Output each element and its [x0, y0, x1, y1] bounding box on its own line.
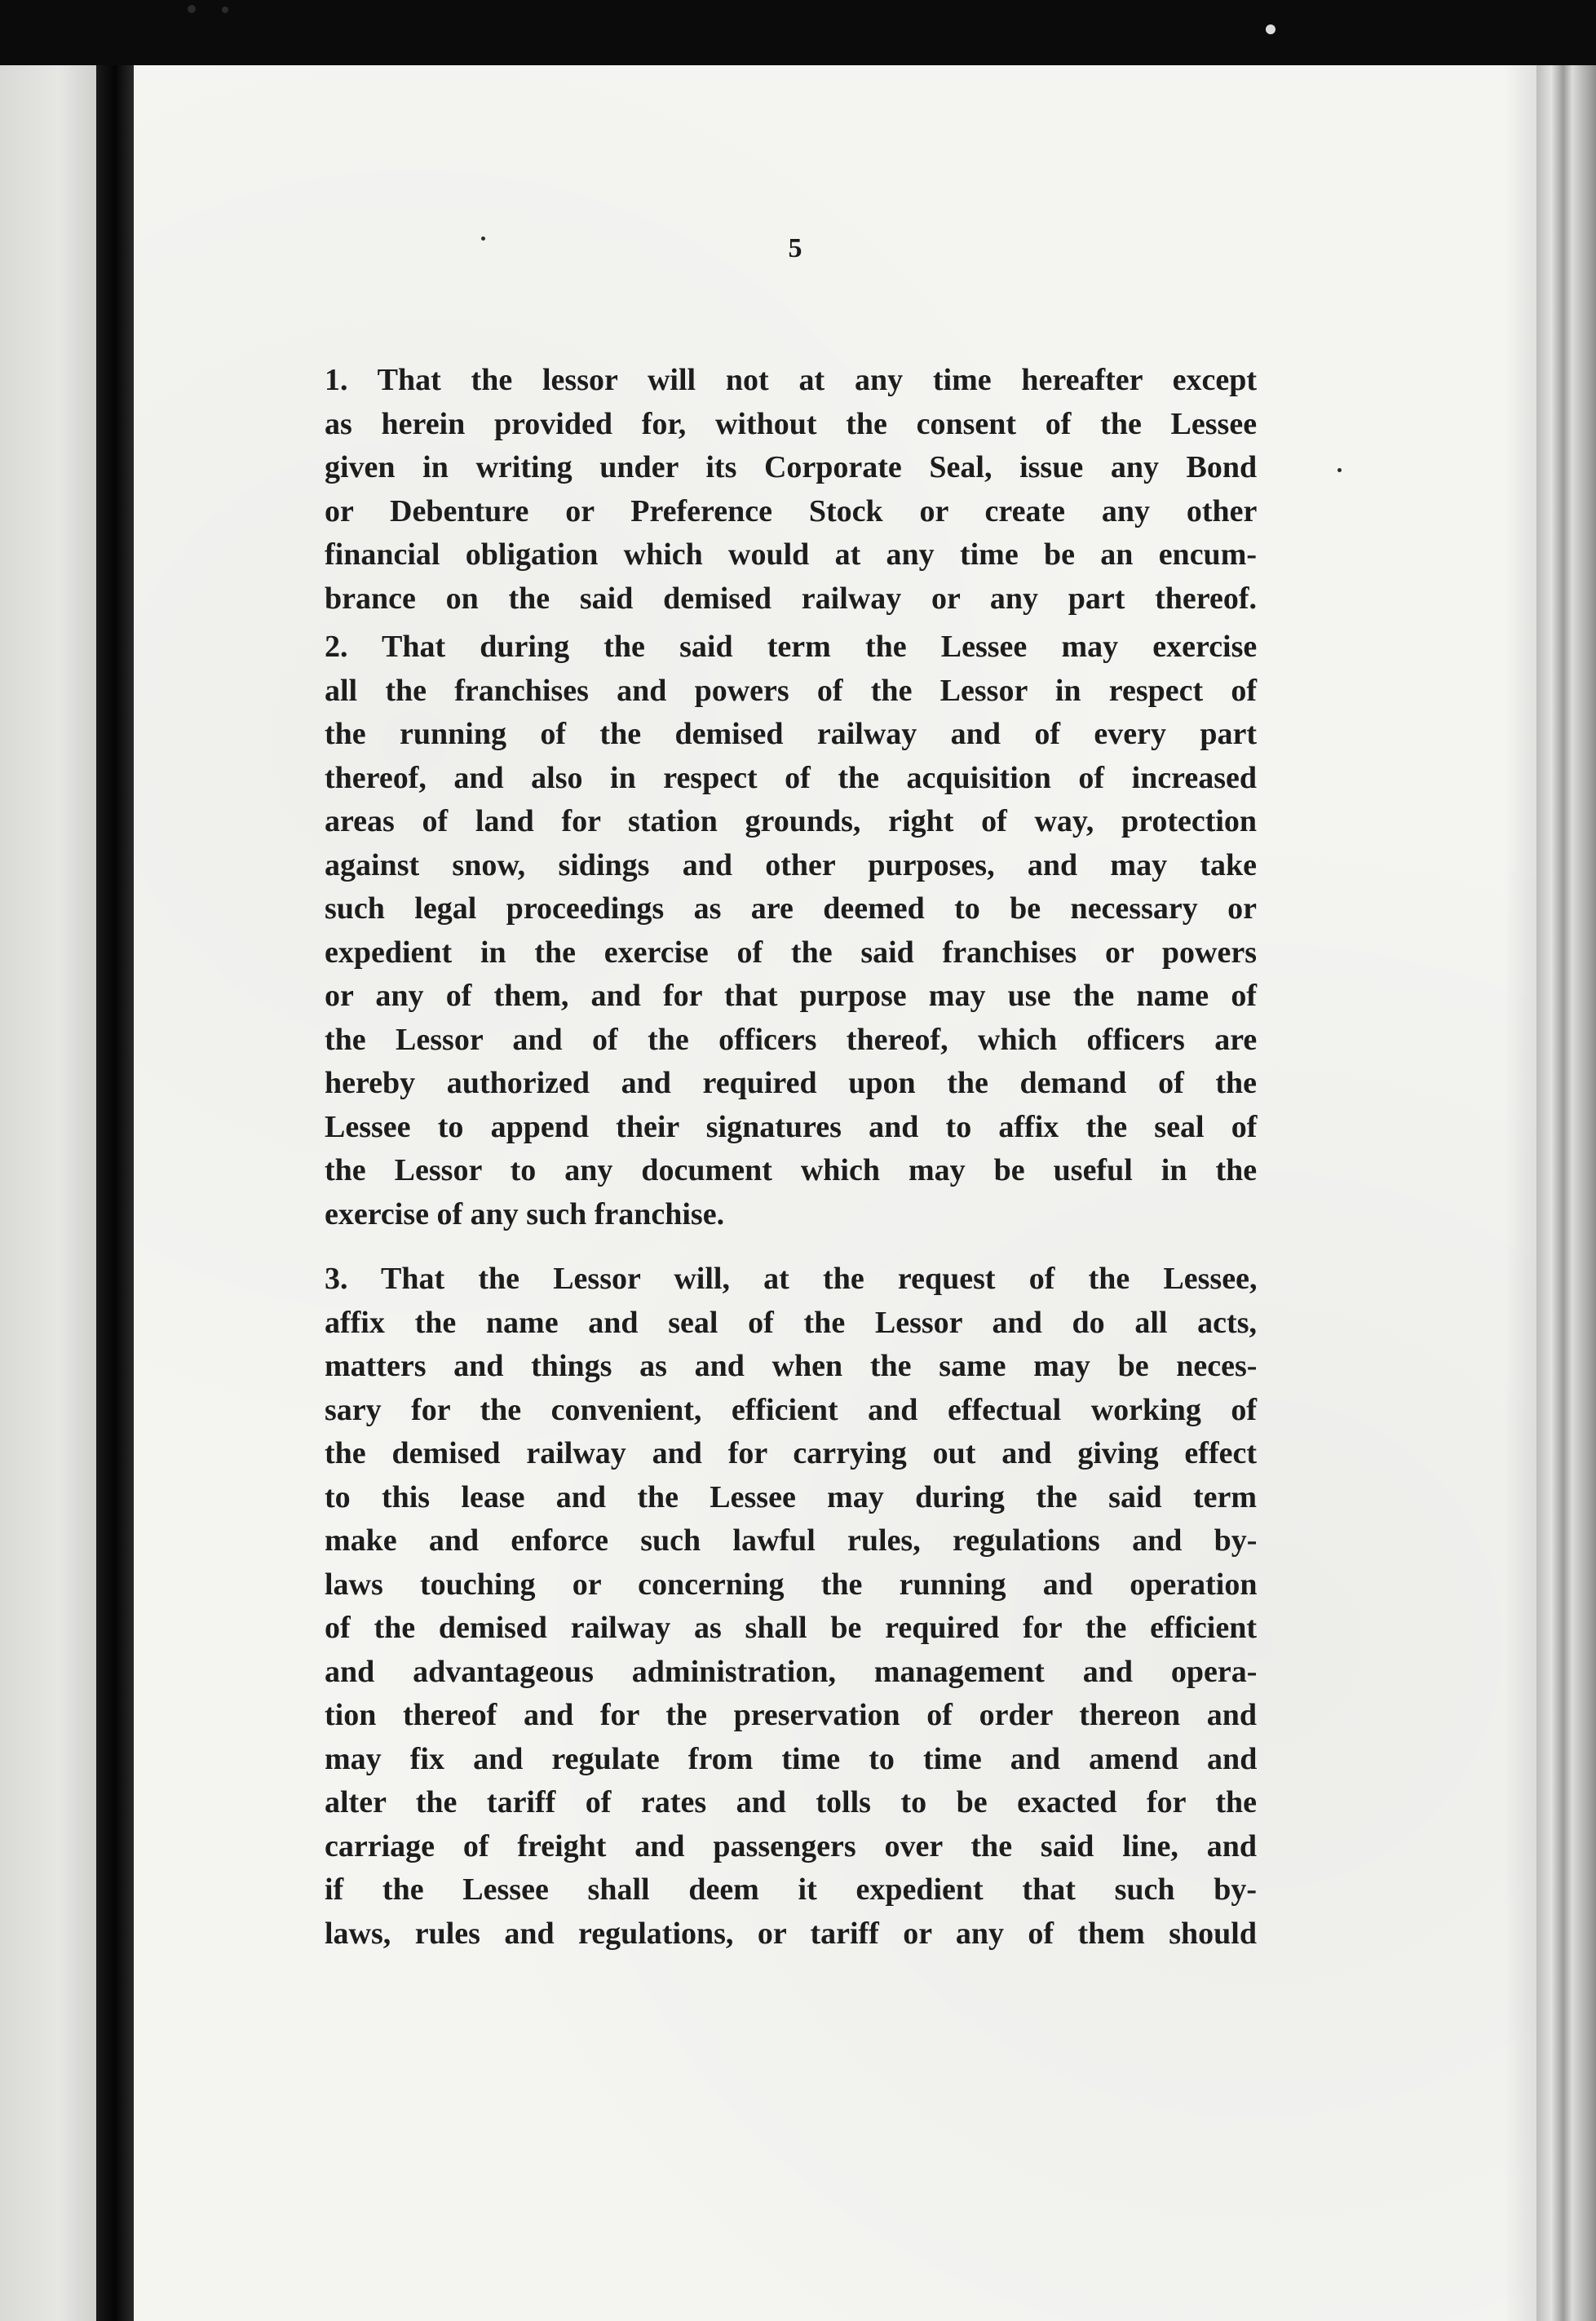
- text-line: the Lessor and of the officers thereof, which officers are: [325, 1022, 1258, 1057]
- text-line: if the Lessee shall deem it expedient that such by-: [325, 1872, 1258, 1907]
- text-line: the demised railway and for carrying out and giving effect: [325, 1436, 1257, 1470]
- text-line: laws, rules and regulations, or tariff or any of them should: [325, 1916, 1257, 1951]
- text-line: as herein provided for, without the consent of the Lessee: [325, 406, 1258, 441]
- text-line: given in writing under its Corporate Seal, issue any Bond: [325, 450, 1258, 484]
- text-line: may fix and regulate from time to time and amend and: [325, 1741, 1258, 1776]
- text-line: make and enforce such lawful rules, regulations and by-: [325, 1523, 1258, 1558]
- scan-speck: [188, 5, 196, 13]
- text-line: Lessee to append their signatures and to affix the seal of: [325, 1109, 1258, 1144]
- text-line: exercise of any such franchise.: [325, 1196, 725, 1231]
- previous-page-edge: [0, 65, 98, 2321]
- text-line: financial obligation which would at any time be an encum-: [325, 537, 1257, 572]
- text-line: 1. That the lessor will not at any time hereafter except: [325, 363, 1257, 397]
- text-line: alter the tariff of rates and tolls to be exacted for the: [325, 1785, 1257, 1819]
- scan-speck: [222, 7, 228, 13]
- page-stack-edge: [1536, 65, 1596, 2321]
- scan-speck: [1337, 468, 1342, 472]
- text-line: laws touching or concerning the running and operation: [325, 1567, 1258, 1602]
- paragraph-2: [325, 626, 1257, 1236]
- text-line: thereof, and also in respect of the acquisition of increased: [325, 760, 1257, 795]
- text-line: expedient in the exercise of the said franchises or powers: [325, 935, 1257, 970]
- text-line: to this lease and the Lessee may during the said term: [325, 1479, 1257, 1514]
- text-line: matters and things as and when the same may be neces-: [325, 1349, 1258, 1383]
- scan-speck: [1266, 24, 1275, 34]
- text-line: sary for the convenient, efficient and effectual working of: [325, 1392, 1257, 1427]
- book-gutter: [96, 65, 134, 2321]
- text-line: against snow, sidings and other purposes, and may take: [325, 847, 1257, 882]
- paragraph-3: [325, 1258, 1257, 1956]
- text-line: carriage of freight and passengers over the said line, and: [325, 1828, 1257, 1863]
- text-line: of the demised railway as shall be required for the efficient: [325, 1611, 1257, 1645]
- text-line: and advantageous administration, management and opera-: [325, 1654, 1258, 1689]
- page-shade: [1504, 65, 1536, 2321]
- text-line: areas of land for station grounds, right of way, protection: [325, 804, 1258, 838]
- text-line: 3. That the Lessor will, at the request of the Lessee,: [325, 1262, 1258, 1296]
- text-line: such legal proceedings as are deemed to be necessary or: [325, 891, 1257, 926]
- page-number: 5: [788, 233, 802, 263]
- body-text: [325, 359, 1257, 1956]
- text-line: hereby authorized and required upon the demand of the: [325, 1066, 1257, 1100]
- text-line: tion thereof and for the preservation of order thereon and: [325, 1698, 1257, 1732]
- text-line: affix the name and seal of the Lessor and do all acts,: [325, 1305, 1257, 1340]
- text-line: or Debenture or Preference Stock or create any other: [325, 493, 1258, 528]
- text-line: all the franchises and powers of the Lessor in respect of: [325, 673, 1257, 708]
- text-line: brance on the said demised railway or any part thereof.: [325, 581, 1257, 616]
- text-line: or any of them, and for that purpose may use the name of: [325, 979, 1257, 1013]
- text-line: 2. That during the said term the Lessee may exercise: [325, 630, 1258, 664]
- text-line: the Lessor to any document which may be useful in the: [325, 1153, 1258, 1187]
- text-line: the running of the demised railway and of every part: [325, 717, 1258, 751]
- paragraph-1: [325, 359, 1257, 621]
